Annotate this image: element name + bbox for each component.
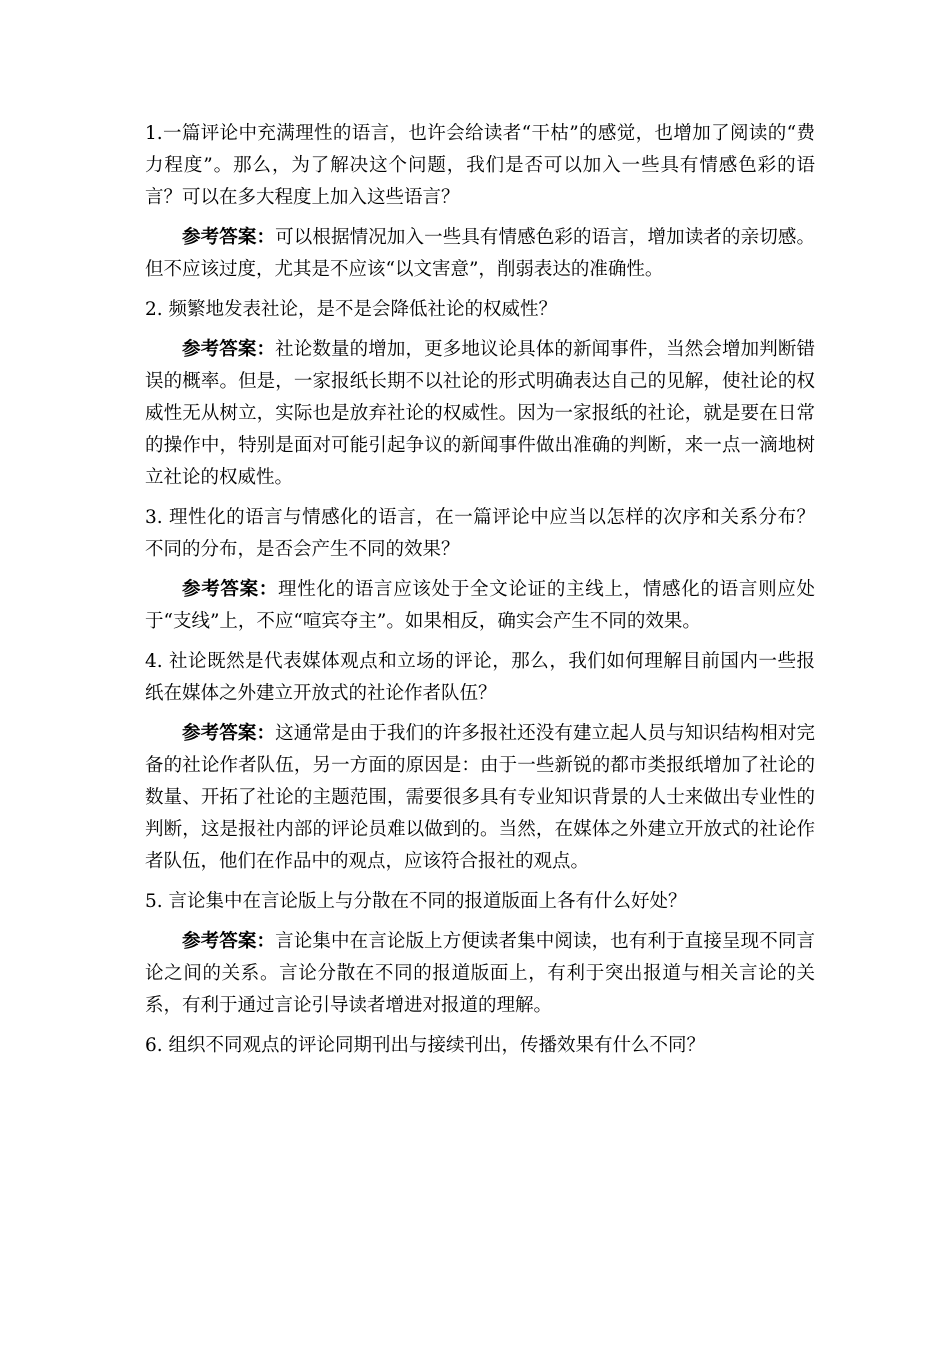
answer-text: 言论集中在言论版上方便读者集中阅读，也有利于直接呈现不同言论之间的关系。言论分散在不同的报道版面上，有利于突出报道与相关言论的关系，有利于通过言论引导读者增进对报道的理解。 [145,931,815,1016]
document-body [145,118,815,1070]
answer-1 [145,222,815,286]
answer-5 [145,926,815,1022]
answer-label: 参考答案： [182,579,279,600]
answer-3 [145,574,815,638]
answer-label: 参考答案： [182,227,276,248]
question-5: 5. 言论集中在言论版上与分散在不同的报道版面上各有什么好处？ [145,891,687,912]
answer-text: 理性化的语言应该处于全文论证的主线上，情感化的语言则应处于“支线”上，不应“喧宾夺主”。如果相反，确实会产生不同的效果。 [145,579,815,632]
answer-label: 参考答案： [182,339,276,360]
answer-label: 参考答案： [182,723,276,744]
answer-text: 这通常是由于我们的许多报社还没有建立起人员与知识结构相对完备的社论作者队伍，另一方面的原因是：由于一些新锐的都市类报纸增加了社论的数量、开拓了社论的主题范围，需要很多具有专业知识背景的人士来做出专业性的判断，这是报社内部的评论员难以做到的。当然，在媒体之外建立开放式的社论作者队伍，他们在作品中的观点，应该符合报社的观点。 [145,723,815,872]
answer-text: 可以根据情况加入一些具有情感色彩的语言，增加读者的亲切感。但不应该过度，尤其是不应该“以文害意”，削弱表达的准确性。 [145,227,815,280]
answer-2 [145,334,815,494]
question-3: 3. 理性化的语言与情感化的语言，在一篇评论中应当以怎样的次序和关系分布？不同的分布，是否会产生不同的效果？ [145,507,815,560]
answer-label: 参考答案： [182,931,276,952]
question-6: 6. 组织不同观点的评论同期刊出与接续刊出，传播效果有什么不同？ [145,1035,706,1056]
answer-text: 社论数量的增加，更多地议论具体的新闻事件，当然会增加判断错误的概率。但是，一家报纸长期不以社论的形式明确表达自己的见解，使社论的权威性无从树立，实际也是放弃社论的权威性。因为一家报纸的社论，就是要在日常的操作中，特别是面对可能引起争议的新闻事件做出准确的判断，来一点一滴地树立社论的权威性。 [145,339,815,488]
answer-4 [145,718,815,878]
question-2: 2. 频繁地发表社论，是不是会降低社论的权威性？ [145,299,558,320]
question-1: 1.一篇评论中充满理性的语言，也许会给读者“干枯”的感觉，也增加了阅读的“费力程度”。那么，为了解决这个问题，我们是否可以加入一些具有情感色彩的语言？可以在多大程度上加入这些语言？ [145,123,815,208]
question-4: 4. 社论既然是代表媒体观点和立场的评论，那么，我们如何理解目前国内一些报纸在媒体之外建立开放式的社论作者队伍？ [145,651,815,704]
